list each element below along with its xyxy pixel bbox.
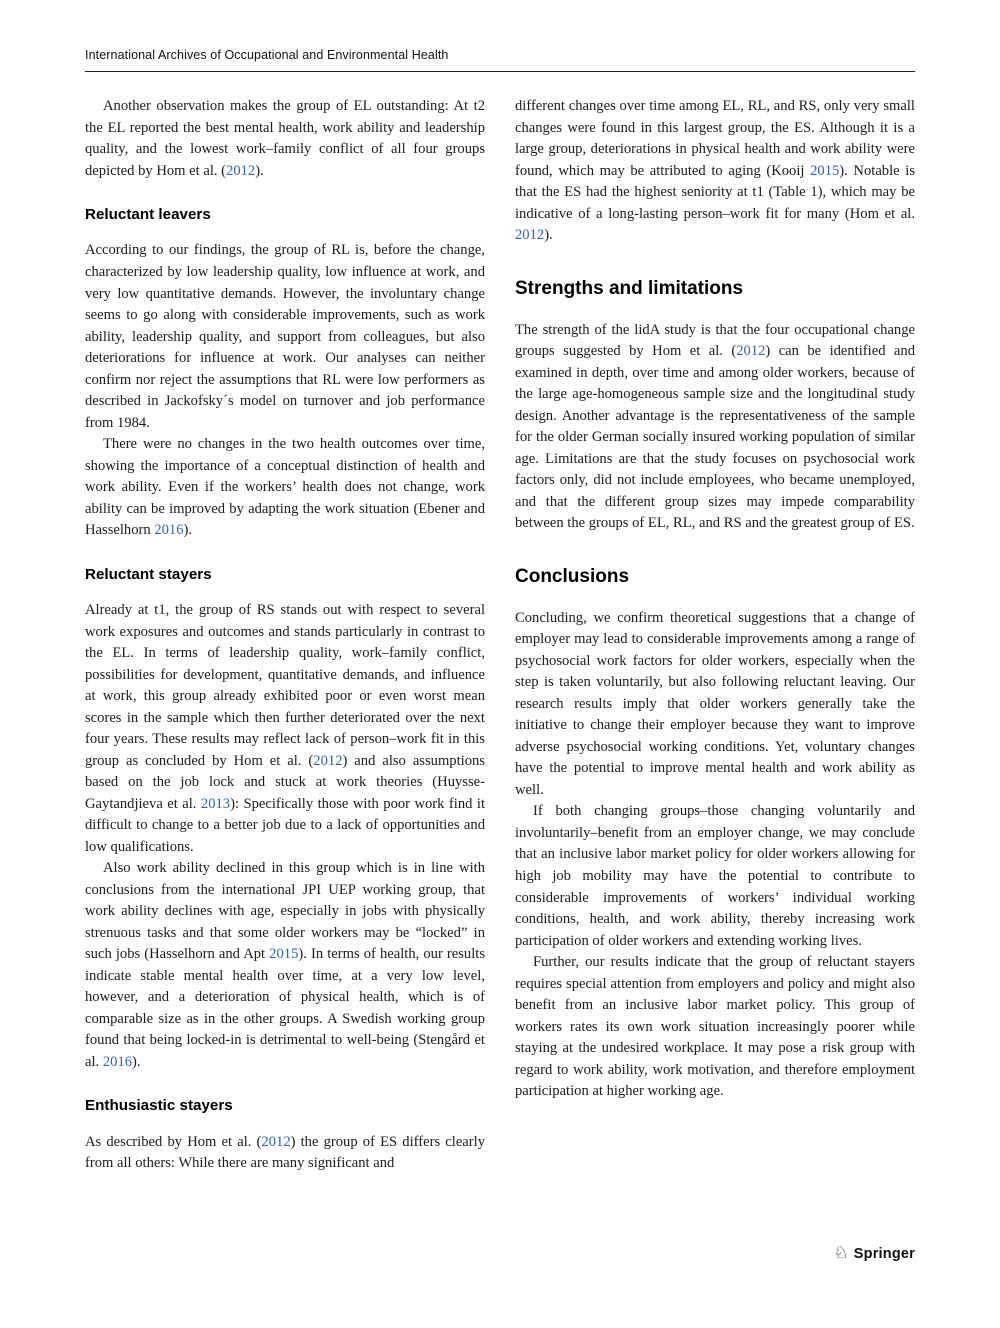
paragraph-conclusions-3 bbox=[515, 952, 915, 1103]
text-segment: ): Specifically those with poor work find it difficult to change to a better job due to a lack of opportunities and low qualifications. bbox=[85, 795, 485, 855]
text-segment: ). bbox=[132, 1053, 141, 1070]
text-segment: ) and also assumptions based on the job lock and stuck at work theories (Huysse-Gaytandjieva et al. bbox=[85, 752, 485, 812]
header-rule bbox=[85, 71, 915, 72]
springer-horse-icon: ♘ bbox=[833, 1243, 849, 1262]
citation-link[interactable]: 2012 bbox=[261, 1133, 291, 1150]
paragraph-rl-findings bbox=[85, 240, 485, 434]
paragraph-rs-exposures bbox=[85, 600, 485, 858]
text-segment: Also work ability declined in this group which is in line with conclusions from the international JPI UEP working group, that work ability declines with age, especially in jobs with physically strenuous tasks and that some older workers may be “locked” in such jobs (Hasselhorn and Apt bbox=[85, 860, 485, 963]
text-segment: ). bbox=[544, 227, 553, 244]
text-segment: ). Notable is that the ES had the highest seniority at t1 (Table 1), which may be indicative of a long-lasting person–work fit for many (Hom et al. bbox=[515, 162, 915, 222]
paragraph-rs-work-ability bbox=[85, 858, 485, 1073]
citation-link[interactable]: 2016 bbox=[102, 1053, 133, 1070]
page-footer bbox=[834, 1245, 915, 1262]
page-header bbox=[85, 48, 915, 72]
right-column bbox=[515, 96, 915, 1175]
paragraph-conclusions-1 bbox=[515, 608, 915, 802]
heading-reluctant-stayers: Reluctant stayers bbox=[85, 565, 212, 583]
paragraph-es-continuation bbox=[515, 96, 915, 247]
heading-conclusions: Conclusions bbox=[515, 565, 630, 587]
paragraph-el-observation bbox=[85, 96, 485, 182]
citation-link[interactable]: 2015 bbox=[269, 946, 299, 963]
heading-enthusiastic-stayers: Enthusiastic stayers bbox=[85, 1097, 233, 1115]
journal-title: International Archives of Occupational and Environmental Health bbox=[85, 48, 449, 62]
publisher-name: Springer bbox=[853, 1245, 915, 1262]
text-segment: Further, our results indicate that the group of reluctant stayers requires special attention from employers and policy and might also benefit from an inclusive labor market policy. This group of workers rates its own work situation increasingly poorer while staying at the undesired workplace. It may pose a risk group with regard to work ability, work motivation, and therefore employment participation at higher working age. bbox=[515, 954, 915, 1100]
citation-link[interactable]: 2013 bbox=[200, 795, 231, 812]
text-segment: ). bbox=[255, 162, 264, 179]
heading-reluctant-leavers: Reluctant leavers bbox=[85, 206, 211, 224]
text-segment: The strength of the lidA study is that the four occupational change groups suggested by Hom et al. ( bbox=[515, 321, 915, 360]
text-segment: ) can be identified and examined in depth, over time and among older workers, because of the large age-homogeneous sample size and the longitudinal study design. Another advantage is the representativeness of the sample for the older German socially insured working population of similar age. Limitations are that the study focuses on psychosocial work factors only, did not include employees, who became unemployed, and that the different group sizes may impede comparability between the groups of EL, RL, and RS and the greatest group of ES. bbox=[515, 343, 915, 532]
citation-link[interactable]: 2012 bbox=[736, 343, 766, 360]
text-segment: different changes over time among EL, RL, and RS, only very small changes were found in this largest group, the ES. Although it is a large group, deteriorations in physical health and work ability were found, which may be attributed to aging (Kooij bbox=[515, 98, 915, 179]
text-segment: If both changing groups–those changing voluntarily and involuntarily–benefit from an employer change, we may conclude that an inclusive labor market policy for older workers allowing for high job mobility may have the potential to contribute to considerable improvements of workers’ individual working conditions, health, and work ability, thereby increasing work participation of older workers and extending working lives. bbox=[515, 803, 915, 949]
paragraph-rl-health-outcomes bbox=[85, 434, 485, 542]
two-column-layout bbox=[85, 96, 915, 1175]
paragraph-es-intro bbox=[85, 1132, 485, 1175]
citation-link[interactable]: 2012 bbox=[226, 162, 256, 179]
text-segment: There were no changes in the two health outcomes over time, showing the importance of a conceptual distinction of health and work ability. Even if the workers’ health does not change, work ability can be improved by adapting the work situation (Ebener and Hasselhorn bbox=[85, 436, 485, 539]
text-segment: Another observation makes the group of EL outstanding: At t2 the EL reported the best mental health, work ability and leadership quality, and the lowest work–family conflict of all four groups depicted by Hom et al. ( bbox=[85, 98, 485, 179]
heading-strengths-and-limitations: Strengths and limitations bbox=[515, 277, 744, 299]
citation-link[interactable]: 2016 bbox=[154, 522, 184, 539]
left-column bbox=[85, 96, 485, 1175]
paragraph-conclusions-2 bbox=[515, 801, 915, 952]
citation-link[interactable]: 2015 bbox=[810, 162, 840, 179]
paragraph-strengths-body bbox=[515, 320, 915, 535]
text-segment: ) the group of ES differs clearly from all others: While there are many significant and bbox=[85, 1133, 485, 1172]
text-segment: As described by Hom et al. ( bbox=[85, 1133, 262, 1150]
citation-link[interactable]: 2012 bbox=[313, 752, 343, 769]
text-segment: Already at t1, the group of RS stands out with respect to several work exposures and outcomes and stands particularly in contrast to the EL. In terms of leadership quality, work–family conflict, possibilities for development, quantitative demands, and influence at work, this group already exhibited poor or even worst mean scores in the sample which then further deteriorated over the next four years. These results may reflect lack of person–work fit in this group as concluded by Hom et al. ( bbox=[85, 602, 485, 769]
text-segment: Concluding, we confirm theoretical suggestions that a change of employer may lead to considerable improvements among a range of psychosocial work factors for older workers, especially when the step is taken voluntarily, but also following reluctant leaving. Our research results imply that older workers generally take the initiative to change their employer because they want to improve adverse psychosocial working conditions. Yet, voluntary changes have the potential to improve mental health and work ability as well. bbox=[515, 609, 915, 798]
citation-link[interactable]: 2012 bbox=[515, 227, 545, 244]
text-segment: ). bbox=[183, 522, 193, 539]
text-segment: ). In terms of health, our results indicate stable mental health over time, at a very low level, however, and a deterioration of physical health, which is of comparable size as in the other groups. A Swedish working group found that being locked-in is detrimental to well-being (Stengård et al. bbox=[85, 946, 485, 1070]
text-segment: According to our findings, the group of RL is, before the change, characterized by low leadership quality, low influence at work, and very low quantitative demands. However, the involuntary change seems to go along with considerable improvements, such as work ability, leadership quality, and support from colleagues, but also deteriorations for influence at work. Our analyses can neither confirm nor reject the assumptions that RL were low performers as described in Jackofsky´s model on turnover and job performance from 1984. bbox=[85, 242, 485, 431]
